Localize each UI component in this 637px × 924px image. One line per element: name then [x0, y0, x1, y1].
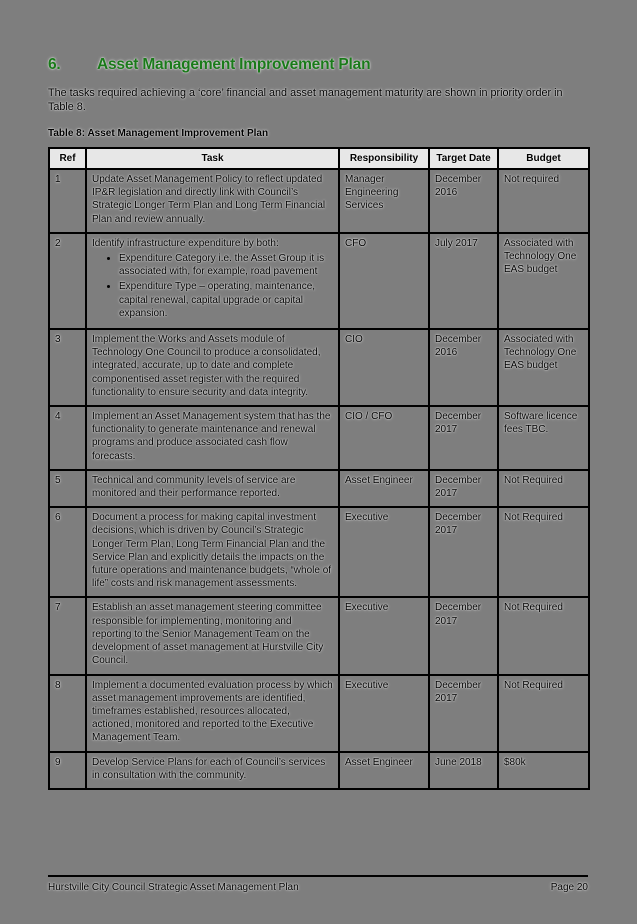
cell-ref: 1 [49, 169, 86, 233]
cell-responsibility: CIO [339, 329, 429, 406]
bullet-list [92, 252, 333, 320]
page-footer [48, 875, 588, 893]
header-responsibility: Responsibility [339, 148, 429, 169]
task-text: Identify infrastructure expenditure by both: [92, 237, 279, 249]
cell-ref: 7 [49, 597, 86, 674]
table-row [49, 169, 589, 233]
page-content [48, 56, 588, 790]
table-row [49, 406, 589, 470]
bullet-item: • Expenditure Category i.e. the Asset Group it is associated with, for example, road pavement [119, 252, 333, 278]
cell-budget: $80k [498, 752, 589, 789]
cell-ref: 3 [49, 329, 86, 406]
table-caption: Table 8: Asset Management Improvement Plan [48, 128, 269, 139]
cell-budget: Associated with Technology One EAS budget [498, 329, 589, 406]
cell-ref: 8 [49, 675, 86, 752]
section-number: 6. [48, 56, 61, 73]
cell-target-date: December 2017 [429, 597, 498, 674]
cell-target-date: December 2017 [429, 507, 498, 597]
section-heading [48, 56, 588, 74]
cell-task: Implement an Asset Management system that has the functionality to generate maintenance and renewal programs and produce associated cash flow forecasts. [86, 406, 339, 470]
cell-responsibility: Executive [339, 507, 429, 597]
cell-ref: 5 [49, 470, 86, 507]
cell-target-date: December 2017 [429, 406, 498, 470]
table-header-row [49, 148, 589, 169]
cell-task: Develop Service Plans for each of Council’s services in consultation with the community. [86, 752, 339, 789]
cell-responsibility: Manager Engineering Services [339, 169, 429, 233]
cell-responsibility: Executive [339, 597, 429, 674]
header-budget: Budget [498, 148, 589, 169]
cell-responsibility: Asset Engineer [339, 470, 429, 507]
cell-budget: Not Required [498, 675, 589, 752]
cell-budget: Not Required [498, 597, 589, 674]
cell-task: Technical and community levels of service are monitored and their performance reported. [86, 470, 339, 507]
cell-target-date: December 2017 [429, 470, 498, 507]
header-task: Task [86, 148, 339, 169]
cell-responsibility: CFO [339, 233, 429, 329]
cell-responsibility: Executive [339, 675, 429, 752]
cell-ref: 6 [49, 507, 86, 597]
cell-task: Implement the Works and Assets module of Technology One Council to produce a consolidated, integrated, accurate, up to date and complete componentised asset register with the required functionality to ensure security and data integrity. [86, 329, 339, 406]
table-row [49, 507, 589, 597]
cell-responsibility: CIO / CFO [339, 406, 429, 470]
cell-ref: 9 [49, 752, 86, 789]
bullet-item: • Expenditure Type – operating, maintenance, capital renewal, capital upgrade or capital expansion. [119, 280, 333, 320]
section-title: Asset Management Improvement Plan [97, 56, 371, 73]
cell-target-date: December 2016 [429, 329, 498, 406]
improvement-plan-table [48, 147, 590, 790]
table-row [49, 675, 589, 752]
cell-task: Establish an asset management steering committee responsible for implementing, monitoring and reporting to the Senior Management Team on the development of asset management at Hurstville City Council. [86, 597, 339, 674]
cell-budget: Software licence fees TBC. [498, 406, 589, 470]
cell-task [86, 233, 339, 329]
cell-budget: Not required [498, 169, 589, 233]
table-row [49, 329, 589, 406]
cell-responsibility: Asset Engineer [339, 752, 429, 789]
cell-target-date: December 2016 [429, 169, 498, 233]
header-target-date: Target Date [429, 148, 498, 169]
cell-target-date: June 2018 [429, 752, 498, 789]
table-row [49, 470, 589, 507]
cell-ref: 4 [49, 406, 86, 470]
cell-task: Document a process for making capital investment decisions, which is driven by Council’s Strategic Longer Term Plan, Long Term Financial Plan and the Service Plan and explicitly details the impacts on the future operations and maintenance budgets, “whole of life” costs and risk management assessments. [86, 507, 339, 597]
intro-paragraph: The tasks required achieving a ‘core’ financial and asset management maturity are shown in priority order in Table 8. [48, 87, 563, 113]
cell-budget: Not Required [498, 507, 589, 597]
cell-budget: Associated with Technology One EAS budget [498, 233, 589, 329]
table-row [49, 233, 589, 329]
cell-target-date: December 2017 [429, 675, 498, 752]
cell-budget: Not Required [498, 470, 589, 507]
cell-target-date: July 2017 [429, 233, 498, 329]
header-ref: Ref [49, 148, 86, 169]
cell-task: Update Asset Management Policy to reflect updated IP&R legislation and directly link with Council’s Strategic Longer Term Plan and Long Term Financial Plan and review annually. [86, 169, 339, 233]
table-row [49, 752, 589, 789]
footer-document-title: Hurstville City Council Strategic Asset Management Plan [48, 882, 299, 893]
footer-page-number: Page 20 [550, 882, 588, 893]
cell-ref: 2 [49, 233, 86, 329]
cell-task: Implement a documented evaluation process by which asset management improvements are identified, timeframes established, resources allocated, actioned, monitored and reported to the Executive Management Team. [86, 675, 339, 752]
table-row [49, 597, 589, 674]
